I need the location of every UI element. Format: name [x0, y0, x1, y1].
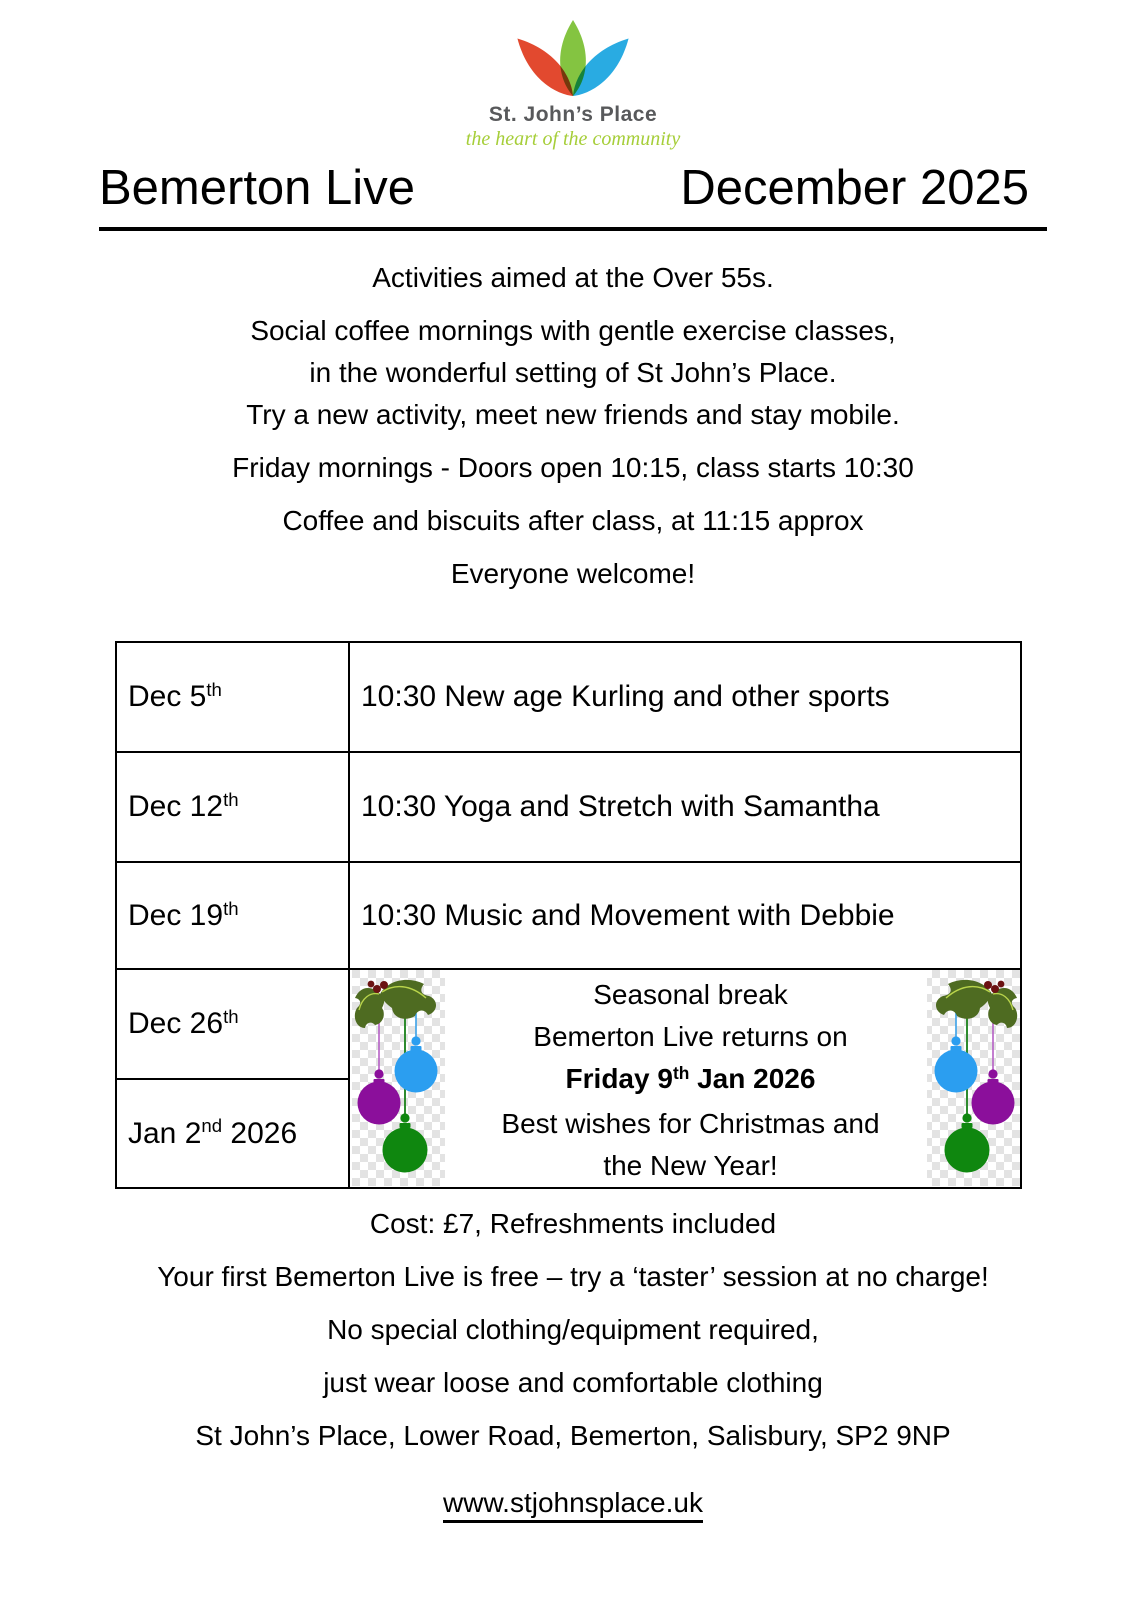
holly-ornament-right-icon [927, 970, 1020, 1194]
footer-cost: Cost: £7, Refreshments included [369, 1208, 777, 1240]
table-row [116, 642, 1021, 752]
activity-cell: 10:30 Music and Movement with Debbie [349, 862, 1021, 969]
intro-line-welcome: Everyone welcome! [450, 558, 696, 590]
date-cell: Dec 19th [116, 862, 349, 969]
date-cell: Dec 5th [116, 642, 349, 752]
seasonal-line-1: Seasonal break [593, 979, 788, 1011]
logo [99, 0, 1047, 151]
logo-name: St. John’s Place [488, 103, 658, 126]
seasonal-break-text [361, 970, 1020, 1187]
date-cell: Dec 12th [116, 752, 349, 862]
issue-date: December 2025 [680, 161, 1029, 215]
intro-paragraph-description: Social coffee mornings with gentle exercise classes, in the wonderful setting of St John’s Place. Try a new activity, meet new friends and stay mobile. [246, 315, 900, 431]
website-row [99, 1487, 1047, 1523]
seasonal-return-date: Friday 9th Jan 2026 [565, 1062, 816, 1095]
footer-address: St John’s Place, Lower Road, Bemerton, Salisbury, SP2 9NP [195, 1420, 951, 1452]
intro-section [99, 257, 1047, 595]
title-divider [99, 227, 1047, 231]
date-cell: Jan 2nd 2026 [116, 1079, 349, 1189]
footer-clothing-1: No special clothing/equipment required, [327, 1314, 819, 1346]
footer-taster: Your first Bemerton Live is free – try a ‘taster’ session at no charge! [157, 1261, 989, 1293]
footer-section [99, 1203, 1047, 1523]
seasonal-cell [349, 969, 1021, 1188]
table-row [116, 862, 1021, 969]
table-row [116, 752, 1021, 862]
website-link[interactable]: www.stjohnsplace.uk [443, 1487, 703, 1523]
logo-leaves-icon [508, 12, 638, 96]
schedule-table [115, 641, 1022, 1189]
footer-clothing-2: just wear loose and comfortable clothing [323, 1367, 823, 1399]
intro-line-times: Friday mornings - Doors open 10:15, class starts 10:30 [232, 452, 914, 484]
table-row [116, 969, 1021, 1079]
activity-cell: 10:30 Yoga and Stretch with Samantha [349, 752, 1021, 862]
page-title: Bemerton Live [99, 161, 415, 215]
seasonal-line-2: Bemerton Live returns on [533, 1021, 848, 1053]
date-cell: Dec 26th [116, 969, 349, 1079]
intro-line-audience: Activities aimed at the Over 55s. [372, 262, 774, 294]
title-row [99, 163, 1047, 214]
holly-ornament-left-icon [352, 970, 445, 1194]
activity-cell: 10:30 New age Kurling and other sports [349, 642, 1021, 752]
logo-tagline: the heart of the community [465, 128, 681, 150]
seasonal-line-4: Best wishes for Christmas and [501, 1108, 880, 1140]
intro-line-coffee: Coffee and biscuits after class, at 11:15 approx [282, 505, 864, 537]
seasonal-line-5: the New Year! [603, 1150, 778, 1182]
